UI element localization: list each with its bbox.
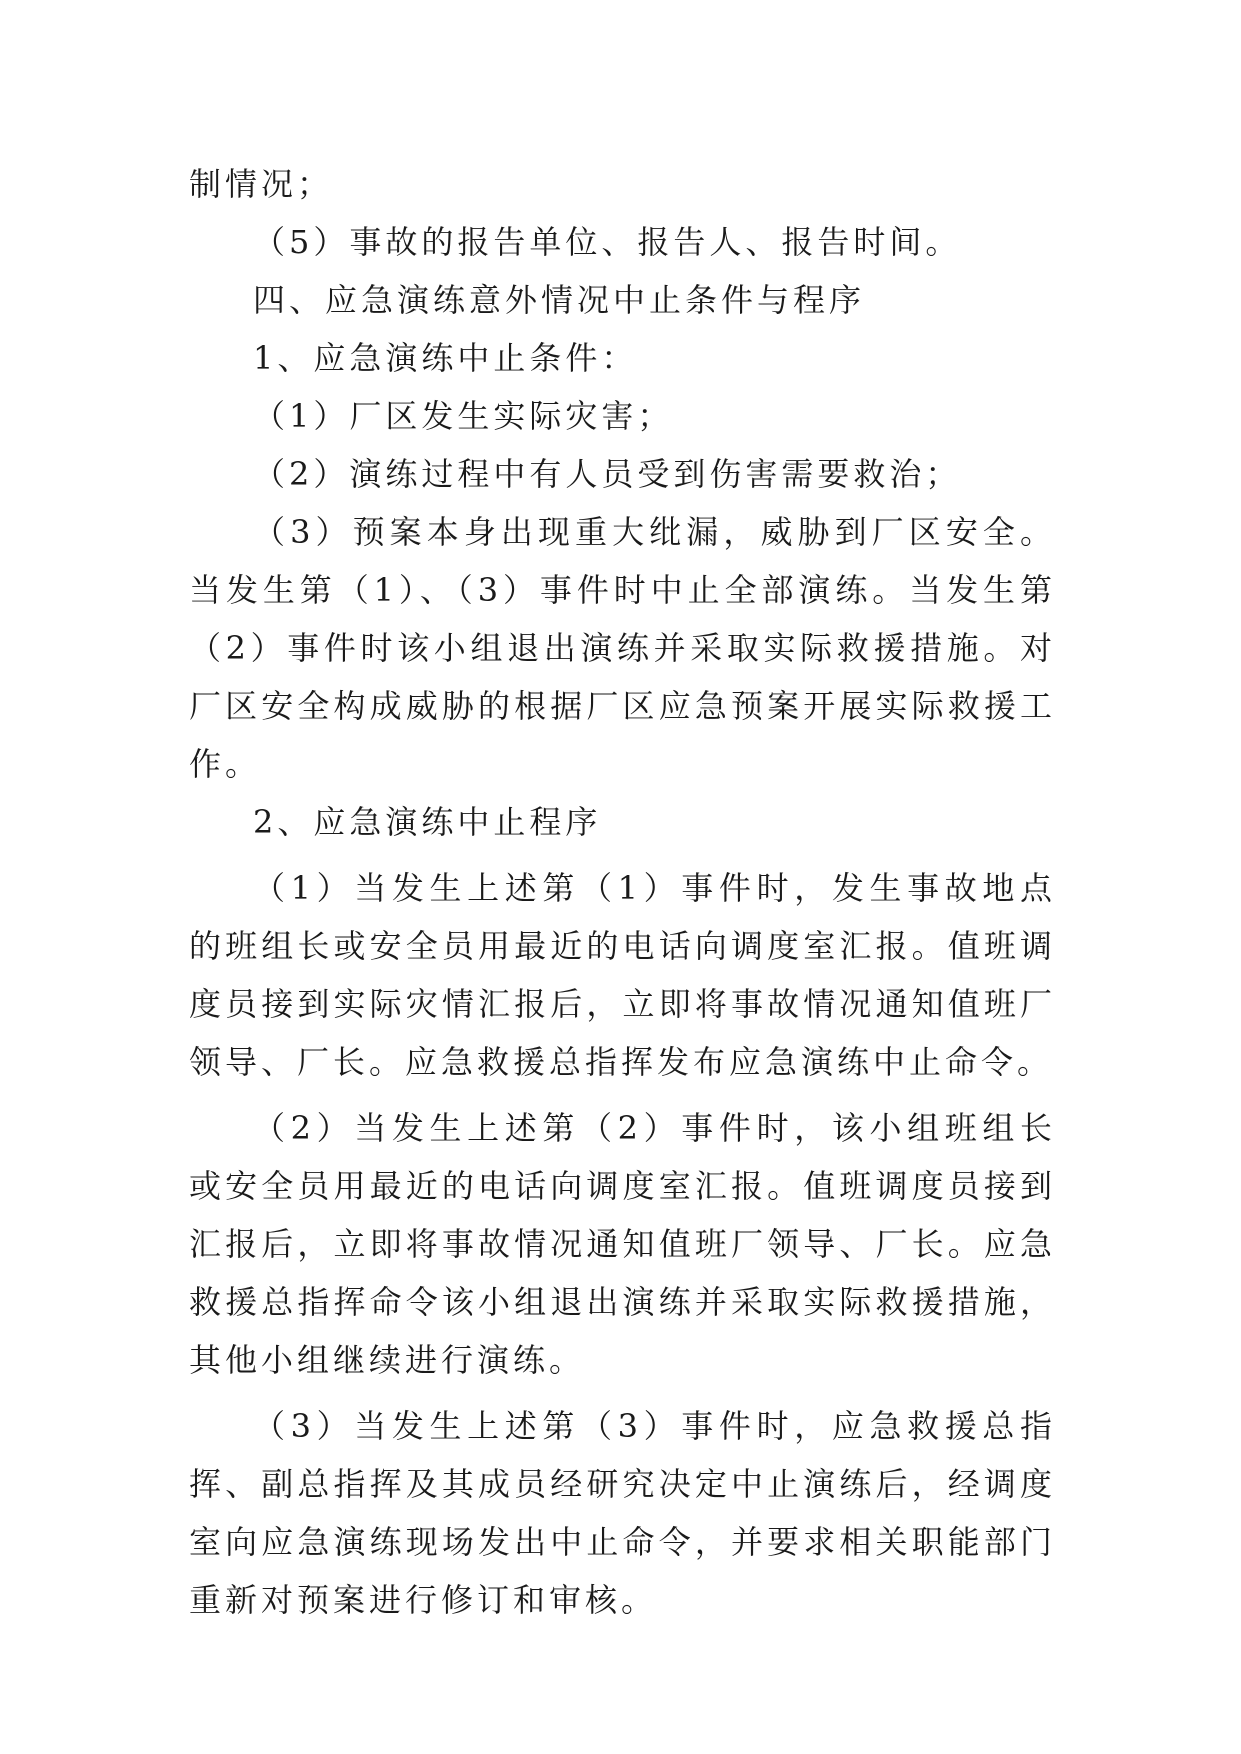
list-item-condition-1: （1）厂区发生实际灾害； [253, 397, 674, 435]
list-item-procedure-1: （1）当发生上述第（1）事件时，发生事故地点的班组长或安全员用最近的电话向调度室汇报。值班调度员接到实际灾情汇报后，立即将事故情况通知值班厂领导、厂长。应急救援总指挥发布应急演练中止命令。 [189, 869, 1056, 1081]
paragraph-report-info: （5）事故的报告单位、报告人、报告时间。 [253, 223, 962, 261]
list-item-condition-3: （3）预案本身出现重大纰漏，威胁到厂区安全。当发生第（1）、（3）事件时中止全部演练。当发生第（2）事件时该小组退出演练并采取实际救援措施。对厂区安全构成威胁的根据厂区应急预案开展实际救援工作。 [189, 513, 1056, 783]
list-item-condition-2: （2）演练过程中有人员受到伤害需要救治； [253, 455, 962, 493]
list-item-procedure-3: （3）当发生上述第（3）事件时，应急救援总指挥、副总指挥及其成员经研究决定中止演练后，经调度室向应急演练现场发出中止命令，并要求相关职能部门重新对预案进行修订和审核。 [189, 1407, 1056, 1619]
list-item-procedure-2: （2）当发生上述第（2）事件时，该小组班组长或安全员用最近的电话向调度室汇报。值班调度员接到汇报后，立即将事故情况通知值班厂领导、厂长。应急救援总指挥命令该小组退出演练并采取实际救援措施，其他小组继续进行演练。 [189, 1109, 1056, 1379]
paragraph-continuation: 制情况； [189, 165, 334, 203]
subheading-suspension-conditions: 1、应急演练中止条件： [253, 339, 638, 377]
subheading-suspension-procedure: 2、应急演练中止程序 [253, 803, 602, 841]
section-heading-suspension: 四、应急演练意外情况中止条件与程序 [253, 281, 866, 319]
